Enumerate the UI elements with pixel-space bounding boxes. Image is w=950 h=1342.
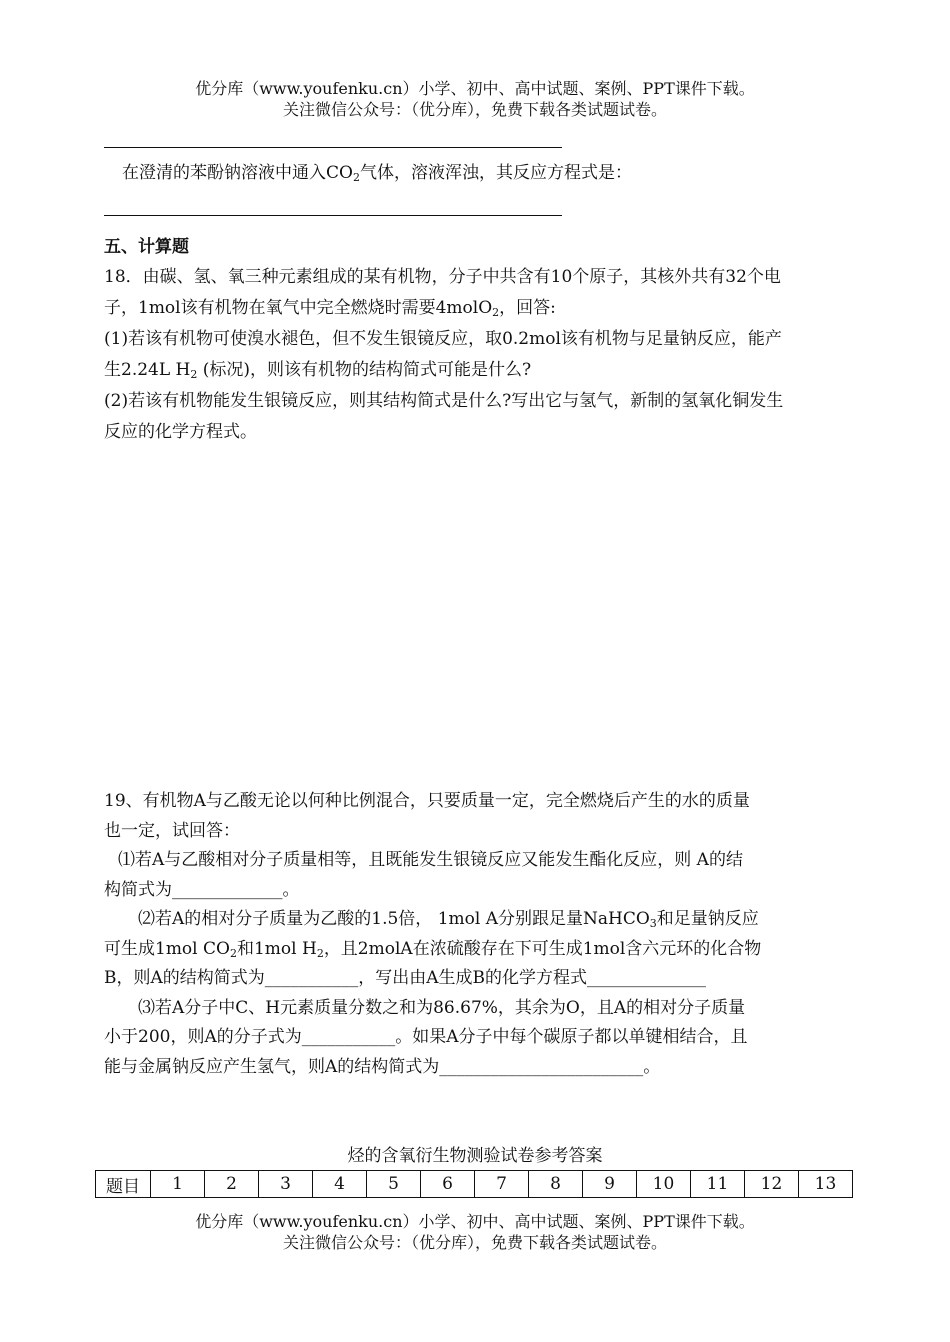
- header-line-2: 关注微信公众号：（优分库），免费下载各类试题试卷。: [282, 100, 667, 119]
- answer-cell: 4: [313, 1171, 367, 1198]
- page-footer: [0, 1211, 950, 1253]
- question-19: [104, 787, 854, 1082]
- answer-cell: 7: [475, 1171, 529, 1198]
- q17-text: [122, 158, 892, 189]
- answer-cell: 3: [259, 1171, 313, 1198]
- answer-cell: 8: [529, 1171, 583, 1198]
- q19-line-10: 能与金属钠反应产生氢气，则A的结构简式为________________________。: [104, 1056, 661, 1077]
- answer-cell: 2: [205, 1171, 259, 1198]
- q18-line-1: 18．由碳、氢、氧三种元素组成的某有机物，分子中共含有10个原子，其核外共有32个电: [104, 267, 781, 287]
- answer-key-title: 烃的含氧衍生物测验试卷参考答案: [347, 1146, 603, 1166]
- q19-line-1: 19、有机物A与乙酸无论以何种比例混合，只要质量一定，完全燃烧后产生的水的质量: [104, 791, 750, 811]
- q19-line-3: ⑴若A与乙酸相对分子质量相等，且既能发生银镜反应又能发生酯化反应，则 A的结: [118, 850, 743, 870]
- q18-line-4a: 生2.24L H: [104, 360, 191, 380]
- q19-line-5-sub: 3: [649, 917, 657, 930]
- q19-line-5a: ⑵若A的相对分子质量为乙酸的1.5倍， 1mol A分别跟足量NaHCO: [138, 909, 650, 929]
- q19-line-6c: ，且2molA在浓硫酸存在下可生成1mol含六元环的化合物: [323, 938, 762, 959]
- q19-line-2: 也一定，试回答：: [104, 820, 240, 841]
- answer-table-label: 题目: [96, 1171, 151, 1198]
- answer-cell: 1: [151, 1171, 205, 1198]
- question-18: [104, 262, 874, 448]
- answer-cell: 11: [691, 1171, 745, 1198]
- q19-line-6a: 可生成1mol CO: [104, 938, 230, 959]
- header-line-1: 优分库（www.youfenku.cn）小学、初中、高中试题、案例、PPT课件下载。: [195, 79, 755, 98]
- answer-table-header-row: [96, 1171, 853, 1198]
- q18-line-2b: ，回答:: [499, 298, 556, 318]
- q18-line-2-sub: 2: [492, 306, 500, 319]
- footer-line-2: 关注微信公众号：（优分库），免费下载各类试题试卷。: [282, 1233, 667, 1252]
- q19-line-9: 小于200，则A的分子式为___________。如果A分子中每个碳原子都以单键相结合，且: [104, 1027, 748, 1047]
- answer-cell: 9: [583, 1171, 637, 1198]
- q19-line-6b: 和1mol H: [236, 938, 317, 959]
- q18-line-5: (2)若该有机物能发生银镜反应，则其结构简式是什么?写出它与氢气，新制的氢氧化铜发生: [104, 391, 784, 411]
- q17-text-after: 气体，溶液浑浊，其反应方程式是：: [359, 163, 632, 183]
- answer-cell: 10: [637, 1171, 691, 1198]
- answer-cell: 6: [421, 1171, 475, 1198]
- q19-line-5b: 和足量钠反应: [656, 909, 759, 929]
- answer-blank-line: [104, 147, 562, 148]
- q19-line-6: [104, 935, 854, 965]
- answer-cell: 12: [745, 1171, 799, 1198]
- page-header: [0, 78, 950, 120]
- q18-line-4-sub: 2: [190, 368, 198, 381]
- q18-line-3: (1)若该有机物可使溴水褪色，但不发生银镜反应，取0.2mol该有机物与足量钠反应，能产: [104, 329, 782, 349]
- q19-line-6-sub-1: 2: [229, 946, 237, 960]
- answer-cell: 13: [799, 1171, 853, 1198]
- q19-line-4: 构简式为_____________。: [104, 879, 300, 900]
- q19-line-6-sub-2: 2: [316, 946, 324, 960]
- q18-line-6: 反应的化学方程式。: [104, 422, 257, 442]
- q19-line-5: [138, 905, 854, 935]
- q18-line-2a: 子，1mol该有机物在氧气中完全燃烧时需要4molO: [104, 298, 493, 318]
- answer-blank-line-2: [104, 215, 562, 216]
- q19-line-7: B，则A的结构简式为___________，写出由A生成B的化学方程式______________: [104, 968, 707, 988]
- q17-sub: 2: [352, 171, 360, 184]
- q19-line-8: ⑶若A分子中C、H元素质量分数之和为86.67%，其余为O，且A的相对分子质量: [138, 997, 746, 1018]
- q18-line-4: [104, 355, 874, 386]
- section-5-title: 五、计算题: [104, 237, 189, 257]
- q17-text-before: 在澄清的苯酚钠溶液中通入CO: [122, 163, 353, 183]
- q18-line-2: [104, 293, 874, 324]
- q18-line-4b: (标况)，则该有机物的结构简式可能是什么?: [197, 360, 532, 380]
- answer-table: [95, 1170, 853, 1198]
- answer-cell: 5: [367, 1171, 421, 1198]
- footer-line-1: 优分库（www.youfenku.cn）小学、初中、高中试题、案例、PPT课件下载。: [195, 1212, 755, 1231]
